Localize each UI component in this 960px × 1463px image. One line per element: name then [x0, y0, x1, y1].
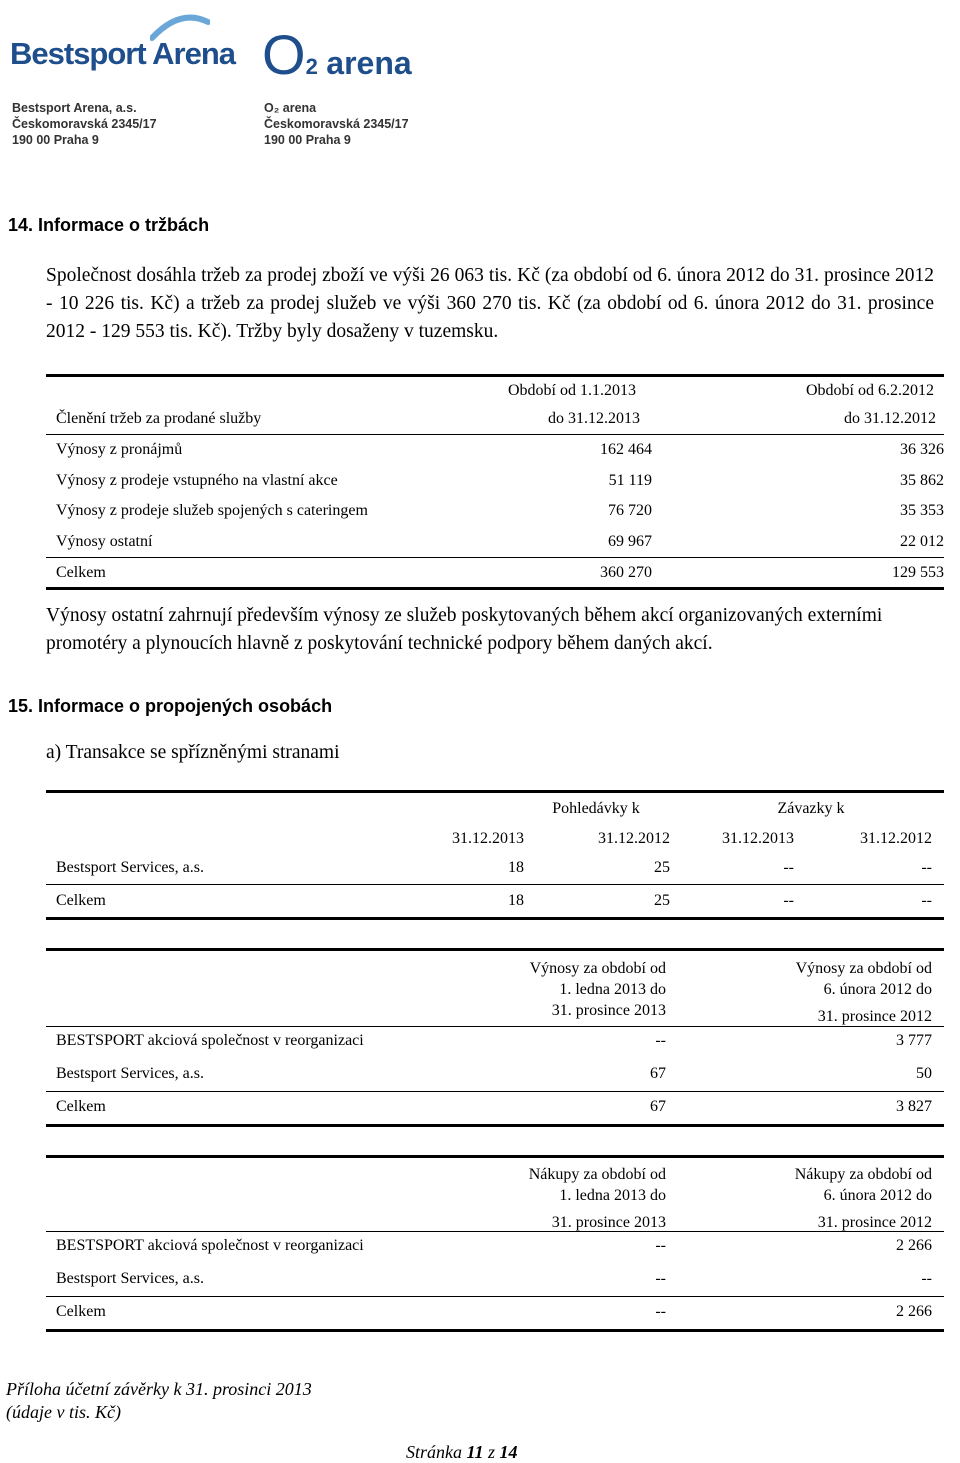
- table-row-label: Celkem: [56, 1098, 106, 1115]
- table-rule: [46, 1124, 944, 1127]
- group-payables: Závazky k: [777, 800, 845, 817]
- table-cell: 67: [650, 1098, 666, 1115]
- table-rule: [46, 374, 944, 377]
- table-cell: --: [921, 1270, 932, 1287]
- table-row-label: Bestsport Services, a.s.: [56, 1065, 204, 1082]
- table-rule: [46, 557, 944, 558]
- table-cell: 18: [508, 859, 524, 876]
- table-row-label: BESTSPORT akciová společnost v reorganizaci: [56, 1237, 364, 1254]
- table-cell: 36 326: [900, 441, 944, 458]
- table-cell: 3 777: [896, 1032, 932, 1049]
- table-cell: --: [655, 1303, 666, 1320]
- table-cell: --: [655, 1270, 666, 1287]
- footer-note: Příloha účetní závěrky k 31. prosinci 2013 (údaje v tis. Kč): [6, 1379, 312, 1422]
- table-cell: 25: [654, 892, 670, 909]
- revenue-note: Výnosy ostatní zahrnují především výnosy ze služeb poskytovaných během akcí organizovaných externími promotéry a plynoucích hlavně z poskytování technické podpory během daných akcí.: [46, 605, 883, 654]
- table-rule: [46, 917, 944, 920]
- table-rule: [46, 948, 944, 951]
- table-cell: --: [921, 859, 932, 876]
- logo-swoosh-icon: [150, 12, 210, 42]
- table-cell: 35 353: [900, 502, 944, 519]
- date-header: 31.12.2012: [860, 830, 932, 847]
- col2-header: Výnosy za období od 6. února 2012 do 31. prosince 2012: [795, 960, 932, 1025]
- table-row-label: Celkem: [56, 892, 106, 909]
- table-rule: [46, 1026, 944, 1027]
- date-header: 31.12.2013: [452, 830, 524, 847]
- table-rule: [46, 1296, 944, 1297]
- table-cell: --: [655, 1032, 666, 1049]
- o2-arena-logo: O2 arena: [262, 23, 412, 86]
- table-cell: --: [783, 892, 794, 909]
- table-cell: 51 119: [608, 472, 652, 489]
- revenues-table: [46, 956, 944, 1126]
- col1-header: Nákupy za období od 1. ledna 2013 do 31. prosince 2013: [528, 1166, 666, 1231]
- col1-header-bottom: do 31.12.2013: [548, 410, 640, 427]
- table-cell: 22 012: [900, 533, 944, 550]
- col2-header-bottom: do 31.12.2012: [844, 410, 936, 427]
- total-label: Celkem: [56, 564, 106, 581]
- section-15-subtitle: a) Transakce se spřízněnými stranami: [46, 742, 340, 763]
- row-header: Členění tržeb za prodané služby: [56, 410, 262, 427]
- col1-header-top: Období od 1.1.2013: [508, 382, 636, 399]
- table-rule: [46, 790, 944, 793]
- table-cell: 3 827: [896, 1098, 932, 1115]
- total-v2: 129 553: [892, 564, 944, 581]
- table-rule: [46, 884, 944, 885]
- col2-header: Nákupy za období od 6. února 2012 do 31. prosince 2012: [794, 1166, 932, 1231]
- address-left: Bestsport Arena, a.s. Českomoravská 2345/17 190 00 Praha 9: [12, 101, 157, 147]
- table-cell: --: [783, 859, 794, 876]
- table-cell: 76 720: [608, 502, 652, 519]
- table-row-label: Bestsport Services, a.s.: [56, 1270, 204, 1287]
- col2-header-top: Období od 6.2.2012: [806, 382, 934, 399]
- table-rule: [46, 1329, 944, 1332]
- table-rule: [46, 1091, 944, 1092]
- address-right: O₂ arena Českomoravská 2345/17 190 00 Praha 9: [264, 101, 409, 147]
- table-rule: [46, 587, 944, 590]
- table-cell: 162 464: [600, 441, 652, 458]
- section-14-title: 14. Informace o tržbách: [8, 215, 210, 235]
- table-row-label: Bestsport Services, a.s.: [56, 859, 204, 876]
- table-cell: --: [655, 1237, 666, 1254]
- page-number: Stránka 11 z 14: [406, 1442, 518, 1462]
- table-cell: 2 266: [896, 1303, 932, 1320]
- table-rule: [46, 1231, 944, 1232]
- table-row-label: Výnosy z prodeje služeb spojených s cateringem: [56, 502, 368, 519]
- purchases-table: [46, 1162, 944, 1332]
- date-header: 31.12.2013: [722, 830, 794, 847]
- table-row-label: Výnosy z pronájmů: [56, 441, 183, 458]
- col1-header: Výnosy za období od 1. ledna 2013 do 31. prosince 2013: [529, 960, 666, 1019]
- table-cell: 67: [650, 1065, 666, 1082]
- total-v1: 360 270: [600, 564, 652, 581]
- section-14-paragraph: Společnost dosáhla tržeb za prodej zboží ve výši 26 063 tis. Kč (za období od 6. února 2012 do 31. prosince 2012 - 10 226 tis. Kč) a tržeb za prodej služeb ve výši 360 270 tis. Kč (za období od 6. února 2012 do 31. prosince 2012 - 129 553 tis. Kč). Tržby byly dosaženy v tuzemsku.: [46, 265, 934, 342]
- table-cell: 18: [508, 892, 524, 909]
- table-row-label: Výnosy z prodeje vstupného na vlastní akce: [56, 472, 338, 489]
- table-row-label: Výnosy ostatní: [56, 533, 153, 550]
- date-header: 31.12.2012: [598, 830, 670, 847]
- table-rule: [46, 1155, 944, 1158]
- bestsport-arena-logo: Bestsport Arena: [10, 36, 236, 71]
- table-cell: 2 266: [896, 1237, 932, 1254]
- table-rule: [46, 434, 944, 435]
- table-row-label: BESTSPORT akciová společnost v reorganizaci: [56, 1032, 364, 1049]
- group-receivables: Pohledávky k: [552, 800, 640, 817]
- table-cell: 35 862: [900, 472, 944, 489]
- table-cell: 25: [654, 859, 670, 876]
- table-cell: --: [921, 892, 932, 909]
- table-row-label: Celkem: [56, 1303, 106, 1320]
- table-cell: 50: [916, 1065, 932, 1082]
- receivables-table: [46, 798, 944, 918]
- table-cell: 69 967: [608, 533, 652, 550]
- section-15-title: 15. Informace o propojených osobách: [8, 696, 333, 716]
